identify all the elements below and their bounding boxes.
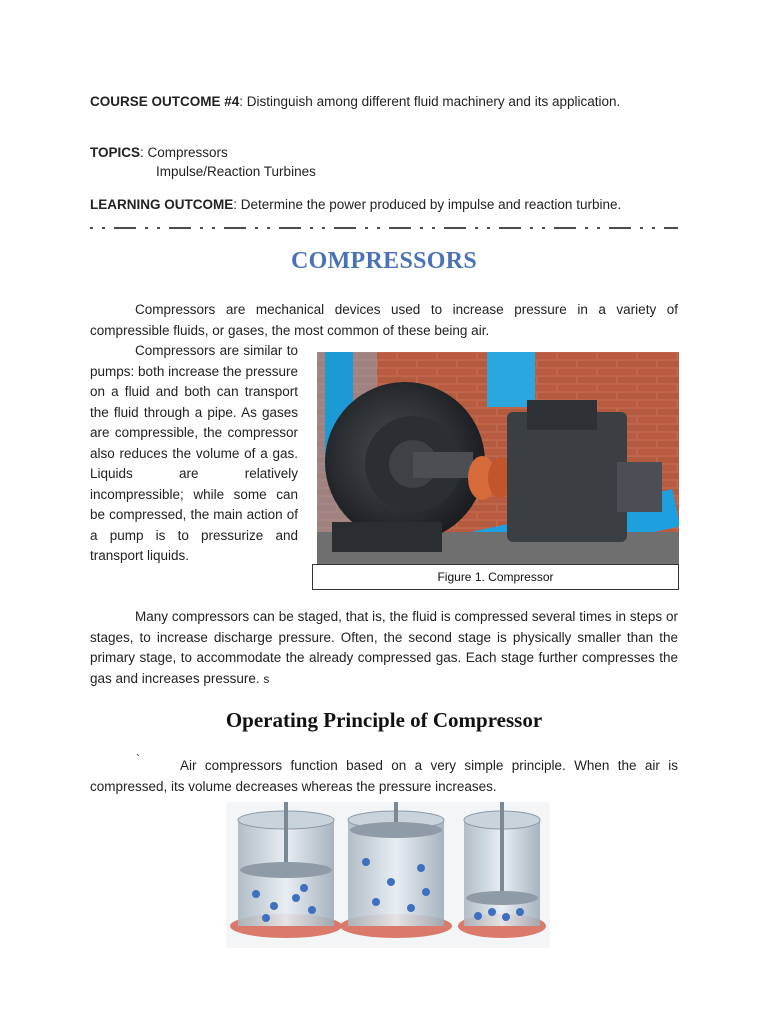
similar-paragraph: Compressors are similar to pumps: both increase the pressure on a fluid and both can transport the fluid through a pipe. As gases are compressible, the compressor also reduces the volume of a gas. Liquids are relatively incompressible; while some can be compressed, the main action of a pump is to pressurize and transport liquids. — [90, 343, 298, 563]
learning-outcome-label: LEARNING OUTCOME — [90, 197, 234, 212]
operating-paragraph: Air compressors function based on a very simple principle. When the air is compressed, its volume decreases whereas the pressure increases. — [90, 758, 678, 794]
course-outcome-text: : Distinguish among different fluid machinery and its application. — [239, 94, 621, 109]
course-outcome-label: COURSE OUTCOME #4 — [90, 94, 240, 109]
course-outcome — [90, 92, 678, 113]
stray-mark: s — [263, 671, 270, 686]
topics-second: Impulse/Reaction Turbines — [156, 164, 316, 179]
backtick-mark: ` — [136, 752, 140, 766]
cylinder-1 — [230, 802, 342, 938]
compression-cylinders-diagram — [226, 802, 550, 948]
compressor-photo — [317, 352, 679, 565]
dash-dot-divider — [90, 224, 678, 232]
intro-paragraph: Compressors are mechanical devices used to increase pressure in a variety of compressible fluids, or gases, the most common of these being air. — [90, 302, 678, 338]
cylinder-3 — [458, 802, 546, 938]
learning-outcome-text: : Determine the power produced by impulse and reaction turbine. — [233, 197, 622, 212]
topics — [90, 143, 678, 164]
topics-first: : Compressors — [140, 145, 228, 160]
figure1-caption: Figure 1. Compressor — [312, 564, 679, 590]
topics-label: TOPICS — [90, 145, 141, 160]
learning-outcome — [90, 195, 678, 216]
staged-paragraph-text: Many compressors can be staged, that is, the fluid is compressed several times in steps or stages, to increase discharge pressure. Often, the second stage is physically smaller than the primary stage, to accommodate the already compressed gas. Each stage further compresses the gas and increases pressure. — [90, 609, 678, 686]
staged-paragraph — [90, 607, 678, 689]
section-title: COMPRESSORS — [291, 248, 477, 274]
operating-title: Operating Principle of Compressor — [225, 708, 543, 732]
cylinder-2 — [340, 802, 452, 938]
